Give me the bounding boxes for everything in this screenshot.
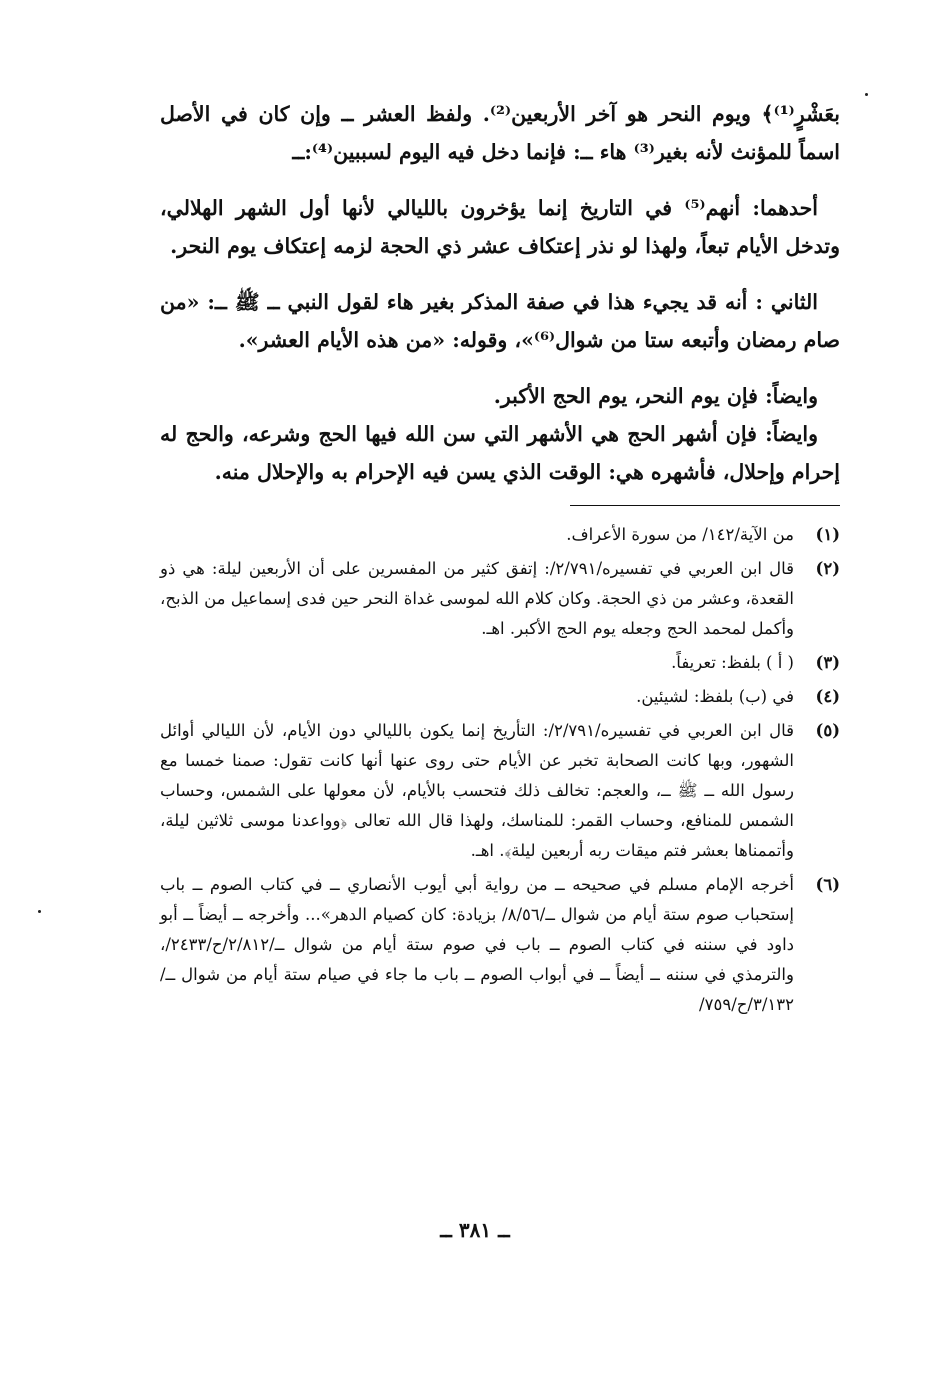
footnote: [160, 870, 840, 1020]
footnote-text: قال ابن العربي في تفسيره/٢/٧٩١/: التأريخ إنما يكون بالليالي دون الأيام، لأن الليالي أوائل الشهور، وبها كانت الصحابة تخبر عن الأيام حتى روى عنها أنها كانت تقول: صمنا خمسا مع رسول الله ــ ﷺ ــ، والعجم: تخالف ذلك فتحسب بالأيام، لأن معولها على الشمس، وحساب الشمس للمنافع، وحساب القمر: للمناسك، ولهذا قال الله تعالى ﴿وواعدنا موسى ثلاثين ليلة، وأتممناها بعشر فتم ميقات ربه أربعين ليلة﴾. اهـ.: [160, 721, 794, 860]
footnote-text: من الآية/١٤٢/ من سورة الأعراف.: [566, 525, 794, 544]
scan-speck: [865, 93, 868, 96]
footnote-text: قال ابن العربي في تفسيره/٢/٧٩١/: إتفق كثير من المفسرين على أن الأربعين ليلة: هي ذو القعدة، وعشر من ذي الحجة. وكان كلام الله لموسى غداة النحر حين فدى إسماعيل من الذبح، وأكمل لمحمد الحج وجعله يوم الحج الأكبر. اهـ.: [160, 559, 794, 638]
paragraph-also-two: وايضاً: فإن أشهر الحج هي الأشهر التي سن الله فيها الحج وشرعه، والحج له إحرام وإحلال، فأشهره هي: الوقت الذي يسن فيه الإحرام به والإحلال منه.: [160, 422, 840, 484]
footnote: [160, 520, 840, 550]
page-body: [160, 95, 840, 1024]
paragraph-second-reason: الثاني : أنه قد يجيء هذا في صفة المذكر بغير هاء لقول النبي ــ ﷺ ــ: «من صام رمضان وأتبعه ستا من شوال⁽⁶⁾»، وقوله: «من هذه الأيام العشر».: [160, 290, 840, 352]
footnote-number: (٦): [815, 875, 840, 894]
footnote-text: أخرجه الإمام مسلم في صحيحه ــ من رواية أبي أيوب الأنصاري ــ في كتاب الصوم ــ باب إستحباب صوم ستة أيام من شوال ــ/٨/٥٦/ بزيادة: كان كصيام الدهر»... وأخرجه ــ أيضاً ــ أبو داود في سننه في كتاب الصوم ــ باب في صوم ستة أيام من شوال ــ/٢/٨١٢/ح/٢٤٣٣/، والترمذي في سننه ــ أيضاً ــ في أبواب الصوم ــ باب ما جاء في صيام ستة أيام من شوال ــ/٣/١٣٢/ح/٧٥٩/: [160, 875, 794, 1014]
footnote: [160, 682, 840, 712]
footnote-text: ( أ ) بلفظ: تعريفاً.: [671, 653, 794, 672]
footnote-text: في (ب) بلفظ: لشيئين.: [636, 687, 794, 706]
paragraph-first-reason: أحدهما: أنهم⁽⁵⁾ في التاريخ إنما يؤخرون بالليالي لأنها أول الشهر الهلالي، وتدخل الأيام تبعاً، ولهذا لو نذر إعتكاف عشر ذي الحجة لزمه إعتكاف يوم النحر.: [160, 196, 840, 258]
footnote-number: (٥): [815, 721, 840, 740]
footnote-number: (٢): [815, 559, 840, 578]
footnote-number: (٣): [815, 653, 840, 672]
scan-speck: [38, 910, 41, 913]
paragraph-also-one: وايضاً: فإن يوم النحر، يوم الحج الأكبر.: [493, 384, 818, 408]
footnote: [160, 716, 840, 866]
footnote: [160, 648, 840, 678]
footnote: [160, 554, 840, 644]
page-number: ــ ٣٨١ ــ: [440, 1218, 510, 1242]
footnote-divider: [570, 505, 840, 506]
paragraph-intro: بعَشْرٍ⁽¹⁾﴾ ويوم النحر هو آخر الأربعين⁽²⁾. ولفظ العشر ــ وإن كان في الأصل اسماً للمؤنث لأنه بغير⁽³⁾ هاء ــ: فإنما دخل فيه اليوم لسببين⁽⁴⁾:ــ: [160, 102, 840, 164]
footnote-number: (١): [815, 525, 840, 544]
footnote-number: (٤): [815, 687, 840, 706]
